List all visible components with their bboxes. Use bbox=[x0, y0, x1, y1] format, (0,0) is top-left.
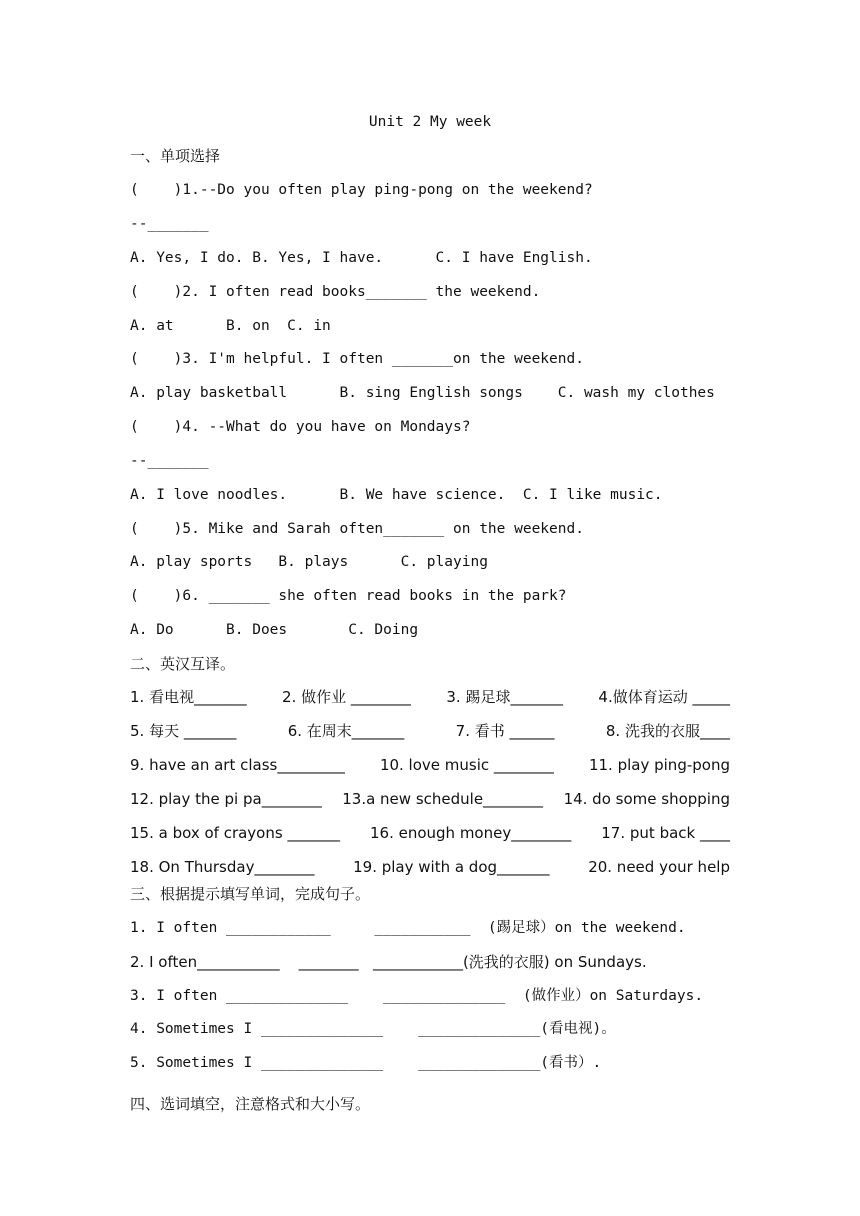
s2-item: 15. a box of crayons _______ bbox=[130, 824, 340, 842]
section3-heading: 三、根据提示填写单词，完成句子。 bbox=[130, 885, 371, 903]
s3-line: 2. I often___________ ________ ____________(洗我的衣服) on Sundays. bbox=[130, 953, 647, 971]
section2-heading: 二、英汉互译。 bbox=[130, 655, 236, 673]
s3-line: 4. Sometimes I ______________ ______________(看电视)。 bbox=[130, 1021, 616, 1037]
s2-row bbox=[130, 857, 730, 877]
section1-heading: 一、单项选择 bbox=[130, 147, 221, 165]
s1-line: ( )1.--Do you often play ping-pong on the weekend? bbox=[130, 182, 593, 198]
s3-line: 5. Sometimes I ______________ ______________(看书）. bbox=[130, 1055, 602, 1071]
s2-item: 11. play ping-pong bbox=[588, 756, 730, 774]
s1-line: A. at B. on C. in bbox=[130, 318, 331, 334]
s1-line: ( )2. I often read books_______ the weekend. bbox=[130, 284, 541, 300]
s2-item: 5. 每天 _______ bbox=[130, 722, 237, 740]
s1-line: A. Do B. Does C. Doing bbox=[130, 622, 419, 638]
s2-item: 20. need your help bbox=[588, 858, 730, 876]
section4-heading: 四、选词填空，注意格式和大小写。 bbox=[130, 1095, 371, 1113]
s2-item: 2. 做作业 ________ bbox=[282, 688, 411, 706]
s2-item: 18. On Thursday________ bbox=[130, 858, 315, 876]
s1-line: ( )6. _______ she often read books in the park? bbox=[130, 588, 567, 604]
s2-item: 4.做体育运动 _____ bbox=[598, 688, 730, 706]
s2-item: 12. play the pi pa________ bbox=[130, 790, 322, 808]
s2-item: 17. put back ____ bbox=[601, 824, 730, 842]
s2-row bbox=[130, 823, 730, 843]
s1-line: A. Yes, I do. B. Yes, I have. C. I have English. bbox=[130, 250, 593, 266]
s1-line: A. play basketball B. sing English songs C. wash my clothes bbox=[130, 385, 715, 401]
s2-item: 3. 踢足球_______ bbox=[446, 688, 563, 706]
s1-line: ( )4. --What do you have on Mondays? bbox=[130, 419, 471, 435]
s1-line: ( )3. I'm helpful. I often _______on the weekend. bbox=[130, 351, 584, 367]
s1-line: A. I love noodles. B. We have science. C. I like music. bbox=[130, 487, 663, 503]
s2-item: 16. enough money________ bbox=[369, 824, 572, 842]
s2-item: 7. 看书 ______ bbox=[455, 722, 555, 740]
s3-line: 3. I often ______________ ______________ (做作业）on Saturdays. bbox=[130, 988, 704, 1004]
s3-line: 1. I often ____________ ___________ (踢足球）on the weekend. bbox=[130, 920, 686, 936]
s1-line: --_______ bbox=[130, 453, 209, 469]
s2-row bbox=[130, 687, 730, 707]
page-title: Unit 2 My week bbox=[368, 114, 492, 130]
s2-item: 8. 洗我的衣服____ bbox=[605, 722, 730, 740]
s2-item: 10. love music ________ bbox=[379, 756, 554, 774]
s1-line: A. play sports B. plays C. playing bbox=[130, 554, 488, 570]
s2-item: 1. 看电视_______ bbox=[130, 688, 247, 706]
s2-row bbox=[130, 789, 730, 809]
s2-row bbox=[130, 721, 730, 741]
s2-item: 6. 在周末_______ bbox=[287, 722, 405, 740]
s2-item: 19. play with a dog_______ bbox=[353, 858, 550, 876]
s2-item: 14. do some shopping bbox=[563, 790, 730, 808]
s1-line: --_______ bbox=[130, 216, 209, 232]
s2-item: 13.a new schedule________ bbox=[342, 790, 544, 808]
s2-item: 9. have an art class_________ bbox=[130, 756, 345, 774]
s2-row bbox=[130, 755, 730, 775]
s1-line: ( )5. Mike and Sarah often_______ on the weekend. bbox=[130, 521, 584, 537]
